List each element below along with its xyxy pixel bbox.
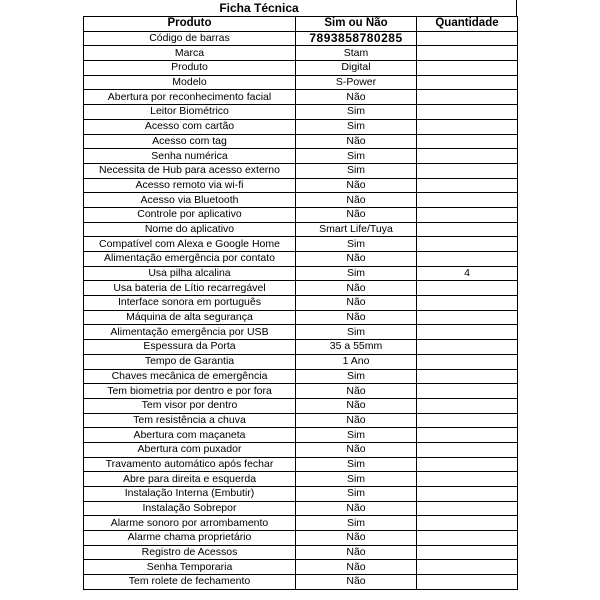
- feature-cell: Código de barras: [84, 31, 296, 46]
- table-row: [84, 266, 518, 281]
- value-cell: Não: [296, 281, 417, 296]
- quantity-cell: [417, 545, 518, 560]
- quantity-cell: [417, 310, 518, 325]
- table-row: [84, 46, 518, 61]
- value-cell: 1 Ano: [296, 354, 417, 369]
- quantity-cell: [417, 207, 518, 222]
- feature-cell: Acesso remoto via wi-fi: [84, 178, 296, 193]
- value-cell: Não: [296, 560, 417, 575]
- value-cell: S-Power: [296, 75, 417, 90]
- feature-cell: Leitor Biométrico: [84, 105, 296, 120]
- quantity-cell: [417, 516, 518, 531]
- quantity-cell: [417, 163, 518, 178]
- table-row: [84, 296, 518, 311]
- quantity-cell: [417, 384, 518, 399]
- value-cell: Não: [296, 193, 417, 208]
- feature-cell: Usa pilha alcalina: [84, 266, 296, 281]
- table-row: [84, 428, 518, 443]
- table-row: [84, 325, 518, 340]
- quantity-cell: [417, 325, 518, 340]
- quantity-cell: [417, 428, 518, 443]
- table-row: [84, 207, 518, 222]
- table-row: [84, 413, 518, 428]
- value-cell: Não: [296, 398, 417, 413]
- feature-cell: Tempo de Garantia: [84, 354, 296, 369]
- quantity-cell: [417, 398, 518, 413]
- feature-cell: Acesso via Bluetooth: [84, 193, 296, 208]
- value-cell: Sim: [296, 487, 417, 502]
- feature-cell: Alarme sonoro por arrombamento: [84, 516, 296, 531]
- table-row: [84, 516, 518, 531]
- table-row: [84, 281, 518, 296]
- value-cell: Não: [296, 442, 417, 457]
- quantity-cell: [417, 472, 518, 487]
- title-row: [83, 0, 517, 16]
- quantity-cell: [417, 90, 518, 105]
- table-row: [84, 193, 518, 208]
- value-cell: Sim: [296, 369, 417, 384]
- header-row: [84, 17, 518, 32]
- feature-cell: Travamento automático após fechar: [84, 457, 296, 472]
- feature-cell: Senha Temporaria: [84, 560, 296, 575]
- table-row: [84, 252, 518, 267]
- table-row: [84, 369, 518, 384]
- feature-cell: Abertura com maçaneta: [84, 428, 296, 443]
- value-cell: Sim: [296, 119, 417, 134]
- value-cell: Não: [296, 178, 417, 193]
- value-cell: Não: [296, 296, 417, 311]
- feature-cell: Instalação Interna (Embutir): [84, 487, 296, 502]
- quantity-cell: [417, 487, 518, 502]
- value-cell: 7893858780285: [296, 31, 417, 46]
- table-row: [84, 149, 518, 164]
- table-row: [84, 545, 518, 560]
- quantity-cell: [417, 296, 518, 311]
- quantity-cell: [417, 281, 518, 296]
- table-row: [84, 31, 518, 46]
- feature-cell: Produto: [84, 61, 296, 76]
- value-cell: Sim: [296, 472, 417, 487]
- quantity-cell: [417, 442, 518, 457]
- quantity-cell: [417, 340, 518, 355]
- feature-cell: Interface sonora em português: [84, 296, 296, 311]
- header-produto: Produto: [84, 17, 296, 32]
- spec-table: [83, 16, 518, 590]
- quantity-cell: [417, 134, 518, 149]
- quantity-cell: [417, 75, 518, 90]
- table-row: [84, 163, 518, 178]
- table-row: [84, 90, 518, 105]
- feature-cell: Abertura com puxador: [84, 442, 296, 457]
- quantity-cell: [417, 501, 518, 516]
- feature-cell: Acesso com cartão: [84, 119, 296, 134]
- value-cell: Sim: [296, 516, 417, 531]
- table-row: [84, 531, 518, 546]
- table-row: [84, 354, 518, 369]
- quantity-cell: [417, 119, 518, 134]
- feature-cell: Alarme chama proprietário: [84, 531, 296, 546]
- feature-cell: Acesso com tag: [84, 134, 296, 149]
- table-row: [84, 340, 518, 355]
- feature-cell: Abertura por reconhecimento facial: [84, 90, 296, 105]
- feature-cell: Marca: [84, 46, 296, 61]
- feature-cell: Senha numérica: [84, 149, 296, 164]
- sheet-title: Ficha Técnica: [219, 1, 299, 15]
- quantity-cell: [417, 149, 518, 164]
- value-cell: Não: [296, 252, 417, 267]
- quantity-cell: [417, 31, 518, 46]
- table-row: [84, 119, 518, 134]
- value-cell: Não: [296, 384, 417, 399]
- table-row: [84, 134, 518, 149]
- feature-cell: Usa bateria de Lítio recarregável: [84, 281, 296, 296]
- feature-cell: Chaves mecânica de emergência: [84, 369, 296, 384]
- table-row: [84, 487, 518, 502]
- table-row: [84, 575, 518, 590]
- feature-cell: Abre para direita e esquerda: [84, 472, 296, 487]
- quantity-cell: [417, 354, 518, 369]
- feature-cell: Espessura da Porta: [84, 340, 296, 355]
- feature-cell: Tem biometria por dentro e por fora: [84, 384, 296, 399]
- spec-sheet: [83, 0, 517, 590]
- table-row: [84, 237, 518, 252]
- table-row: [84, 560, 518, 575]
- value-cell: Não: [296, 545, 417, 560]
- table-row: [84, 384, 518, 399]
- value-cell: Sim: [296, 325, 417, 340]
- feature-cell: Controle por aplicativo: [84, 207, 296, 222]
- feature-cell: Compatível com Alexa e Google Home: [84, 237, 296, 252]
- value-cell: Stam: [296, 46, 417, 61]
- value-cell: Não: [296, 90, 417, 105]
- value-cell: Não: [296, 134, 417, 149]
- feature-cell: Nome do aplicativo: [84, 222, 296, 237]
- value-cell: Não: [296, 575, 417, 590]
- value-cell: Não: [296, 310, 417, 325]
- table-row: [84, 75, 518, 90]
- quantity-cell: [417, 560, 518, 575]
- feature-cell: Instalação Sobrepor: [84, 501, 296, 516]
- value-cell: Não: [296, 531, 417, 546]
- value-cell: Sim: [296, 457, 417, 472]
- quantity-cell: [417, 531, 518, 546]
- value-cell: Não: [296, 501, 417, 516]
- feature-cell: Tem resistência a chuva: [84, 413, 296, 428]
- feature-cell: Modelo: [84, 75, 296, 90]
- table-row: [84, 222, 518, 237]
- feature-cell: Alimentação emergência por USB: [84, 325, 296, 340]
- quantity-cell: [417, 46, 518, 61]
- quantity-cell: [417, 193, 518, 208]
- quantity-cell: [417, 457, 518, 472]
- value-cell: Smart Life/Tuya: [296, 222, 417, 237]
- quantity-cell: [417, 105, 518, 120]
- table-row: [84, 178, 518, 193]
- header-sim-ou-nao: Sim ou Não: [296, 17, 417, 32]
- quantity-cell: [417, 237, 518, 252]
- table-row: [84, 472, 518, 487]
- value-cell: Sim: [296, 149, 417, 164]
- value-cell: Não: [296, 413, 417, 428]
- quantity-cell: [417, 222, 518, 237]
- feature-cell: Necessita de Hub para acesso externo: [84, 163, 296, 178]
- quantity-cell: 4: [417, 266, 518, 281]
- table-row: [84, 398, 518, 413]
- table-row: [84, 457, 518, 472]
- table-row: [84, 501, 518, 516]
- value-cell: Sim: [296, 105, 417, 120]
- quantity-cell: [417, 178, 518, 193]
- quantity-cell: [417, 61, 518, 76]
- value-cell: Sim: [296, 163, 417, 178]
- feature-cell: Tem rolete de fechamento: [84, 575, 296, 590]
- quantity-cell: [417, 575, 518, 590]
- value-cell: Não: [296, 207, 417, 222]
- table-row: [84, 310, 518, 325]
- feature-cell: Máquina de alta segurança: [84, 310, 296, 325]
- quantity-cell: [417, 413, 518, 428]
- value-cell: 35 a 55mm: [296, 340, 417, 355]
- quantity-cell: [417, 369, 518, 384]
- feature-cell: Tem visor por dentro: [84, 398, 296, 413]
- feature-cell: Registro de Acessos: [84, 545, 296, 560]
- quantity-cell: [417, 252, 518, 267]
- value-cell: Digital: [296, 61, 417, 76]
- feature-cell: Alimentação emergência por contato: [84, 252, 296, 267]
- table-row: [84, 61, 518, 76]
- header-quantidade: Quantidade: [417, 17, 518, 32]
- table-row: [84, 105, 518, 120]
- table-row: [84, 442, 518, 457]
- value-cell: Sim: [296, 428, 417, 443]
- value-cell: Sim: [296, 237, 417, 252]
- value-cell: Sim: [296, 266, 417, 281]
